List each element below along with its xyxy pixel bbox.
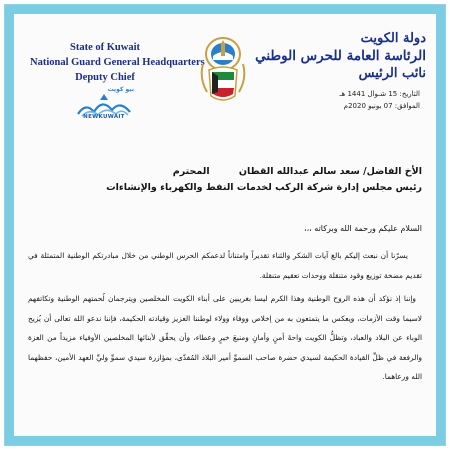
english-deputy-chief: Deputy Chief	[75, 72, 135, 83]
recipient-name-line	[28, 164, 422, 180]
english-state-name: State of Kuwait	[70, 42, 140, 53]
paragraph-thanks: يسرّنا أن نبعث إليكم بالغ آيات الشكر والثناء تقديراً وامتناناً لدعمكم الحرس الوطني من خلال مبادرتكم الوطنية المتمثلة في تقديم مضخة توزيع وقود متنقلة ووحدات تعقيم متنقلة.	[28, 251, 422, 280]
letterhead	[14, 14, 436, 132]
arabic-headquarters-name: الرئاسة العامة للحرس الوطني	[255, 48, 426, 64]
english-headquarters-name: National Guard General Headquarters	[30, 57, 205, 68]
hijri-date: التاريخ: 15 شـوال 1441 هـ	[339, 90, 420, 98]
arabic-deputy-chief: نائب الرئيس	[358, 66, 426, 81]
recipient-title: رئيس مجلس إدارة شركة الركب لخدمات النفط والكهرباء والإنشاءات	[106, 182, 422, 193]
newkuwait-logo-english: NEWKUWAIT	[83, 114, 125, 120]
gregorian-date: الموافق: 07 يونيو 2020م	[343, 102, 420, 110]
arabic-state-name: دولة الكويت	[360, 31, 426, 46]
image-frame	[4, 4, 446, 446]
english-letterhead	[30, 40, 205, 85]
arabic-letterhead	[255, 30, 426, 82]
recipient-name: الأخ الفاضل/ سعد سالم عبدالله القطان	[238, 166, 422, 177]
kuwait-coat-of-arms-icon	[199, 34, 247, 108]
letter-body	[28, 164, 422, 387]
greeting: السلام عليكم ورحمة الله وبركاته ،،،	[303, 224, 422, 233]
paragraph-prayer: وإننا إذ نؤكد أن هذه الروح الوطنية وهذا الكرم ليسا بغريبين على أبناء الكويت المخلصين ويترجمان لُحمتهم الوطنية وتكاتفهم لاسيما وقت الأزمات، ويعكس ما يتمتعون به من إخلاص ووفاء وولاء لوطننا العزيز وقيادته الحكيمة، فإننا ندعو الله تعالى أن يُزيح الوباء عن البلاد والعباد، وتظلُّ الكويت واحةَ أمنٍ وأمانٍ ومنبعَ خيرٍ وعطاء، وأن يحقِّق لأبنائها المخلصين الأوفياء مزيداً من العزة والرفعة في ظلِّ القيادة الحكيمة لسيدي حضرة صاحب السموِّ أمير البلاد المُفدّى، بمؤازرة سيدي سموِّ وليِّ العهد الأمين، حفظهما الله ورعاهما.	[28, 294, 422, 381]
letter-page	[14, 14, 436, 436]
newkuwait-logo-arabic: نيو كويت	[107, 86, 134, 93]
recipient-honorific: المحترم	[172, 166, 210, 177]
